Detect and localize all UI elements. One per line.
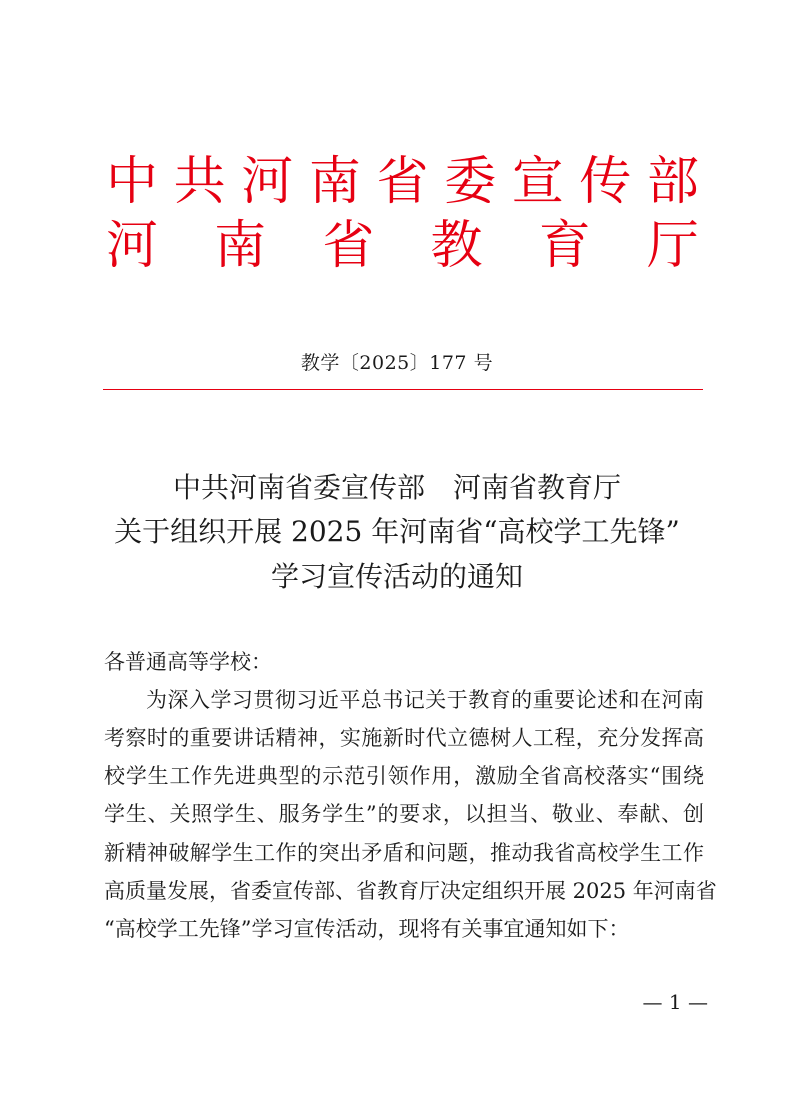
- letterhead-char: 教: [430, 216, 483, 276]
- letterhead-char: 委: [444, 152, 497, 212]
- salutation: 各普通高等学校：: [104, 650, 272, 674]
- paragraph-line: 考察时的重要讲话精神，实施新时代立德树人工程，充分发挥高: [104, 726, 704, 750]
- paragraph-line: 高质量发展，省委宣传部、省教育厅决定组织开展 2025 年河南省: [104, 879, 717, 903]
- document-title-line-1: 中共河南省委宣传部 河南省教育厅: [172, 471, 621, 504]
- letterhead-char: 河: [105, 216, 158, 276]
- paragraph-line: “高校学工先锋”学习宣传活动，现将有关事宜通知如下：: [104, 917, 630, 941]
- letterhead-char: 共: [173, 152, 226, 212]
- letterhead-char: 省: [376, 152, 429, 212]
- paragraph-line: 新精神破解学生工作的突出矛盾和问题，推动我省高校学生工作: [104, 841, 704, 865]
- letterhead-line-2: [104, 216, 701, 276]
- document-title-line-3: 学习宣传活动的通知: [270, 560, 523, 593]
- document-number: 教学〔2025〕177 号: [300, 352, 494, 374]
- letterhead-char: 省: [322, 216, 375, 276]
- letterhead-char: 传: [579, 152, 632, 212]
- red-divider: [103, 389, 703, 390]
- paragraph-line: 校学生工作先进典型的示范引领作用，激励全省高校落实“围绕: [104, 764, 704, 788]
- letterhead-line-1: [104, 152, 701, 212]
- paragraph-line: 为深入学习贯彻习近平总书记关于教育的重要论述和在河南: [146, 688, 704, 712]
- page-number: — 1 —: [642, 990, 708, 1014]
- paragraph-line: 学生、关照学生、服务学生”的要求，以担当、敬业、奉献、创: [104, 802, 704, 826]
- letterhead-char: 厅: [646, 216, 699, 276]
- letterhead-char: 中: [105, 152, 158, 212]
- letterhead-char: 南: [214, 216, 267, 276]
- letterhead-char: 部: [646, 152, 699, 212]
- letterhead-char: 宣: [511, 152, 564, 212]
- letterhead-char: 南: [308, 152, 361, 212]
- letterhead-char: 育: [538, 216, 591, 276]
- letterhead-char: 河: [241, 152, 294, 212]
- document-title-line-2: 关于组织开展 2025 年河南省“高校学工先锋”: [114, 515, 680, 548]
